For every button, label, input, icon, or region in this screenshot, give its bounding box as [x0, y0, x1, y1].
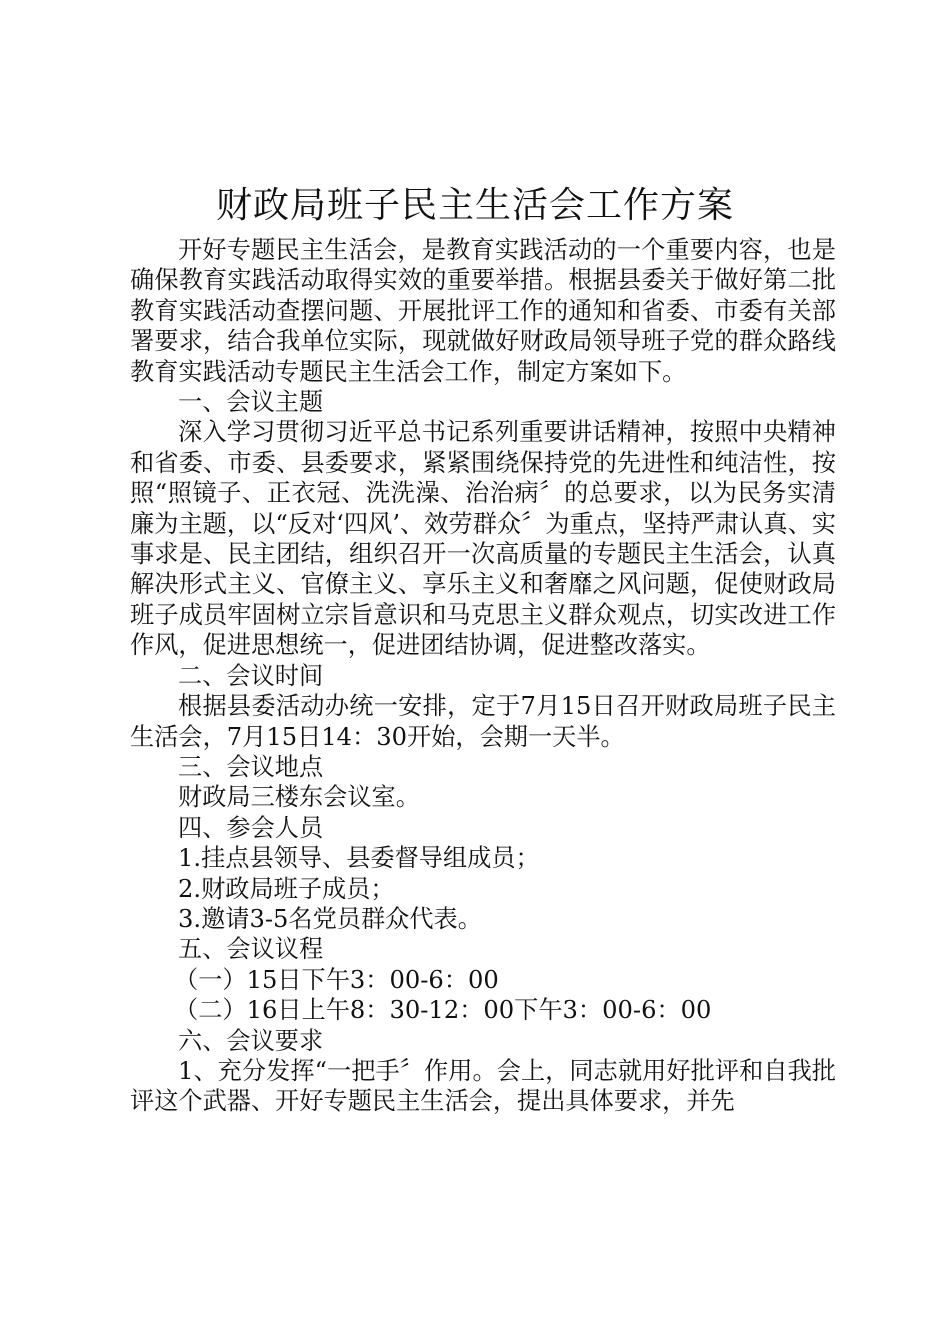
document-body: [130, 235, 836, 1117]
attendee-item-1: 1.挂点县领导、县委督导组成员；: [178, 844, 540, 873]
section-5-heading: 五、会议议程: [178, 935, 324, 964]
attendee-item-3: 3.邀请3-5名党员群众代表。: [178, 904, 482, 933]
section-6-paragraph: 1、充分发挥“一把手〞作用。会上，同志就用好批评和自我批评这个武器、开好专题民主生活会，提出具体要求，并先: [130, 1056, 836, 1116]
section-3-heading: 三、会议地点: [178, 752, 324, 781]
section-3-paragraph: 财政局三楼东会议室。: [178, 783, 420, 812]
section-4-heading: 四、参会人员: [178, 813, 324, 842]
section-1-heading: 一、会议主题: [178, 388, 324, 417]
document-title: 财政局班子民主生活会工作方案: [215, 185, 734, 226]
agenda-item-1: （一）15日下午3：00-6：00: [174, 965, 499, 994]
section-1-paragraph: 深入学习贯彻习近平总书记系列重要讲话精神，按照中央精神和省委、市委、县委要求，紧紧围绕保持党的先进性和纯洁性，按照“照镜子、正衣冠、洗洗澡、治治病〞的总要求，以为民务实清廉为主题，以“反对‘四风’、效劳群众〞为重点，坚持严肃认真、实事求是、民主团结，组织召开一次高质量的专题民主生活会，认真解决形式主义、官僚主义、享乐主义和奢靡之风问题，促使财政局班子成员牢固树立宗旨意识和马克思主义群众观点，切实改进工作作风，促进思想统一，促进团结协调，促进整改落实。: [130, 418, 836, 660]
section-2-heading: 二、会议时间: [178, 661, 324, 690]
attendee-item-2: 2.财政局班子成员；: [178, 874, 395, 903]
intro-paragraph: 开好专题民主生活会，是教育实践活动的一个重要内容，也是确保教育实践活动取得实效的重要举措。根据县委关于做好第二批教育实践活动查摆问题、开展批评工作的通知和省委、市委有关部署要求，结合我单位实际，现就做好财政局领导班子党的群众路线教育实践活动专题民主生活会工作，制定方案如下。: [130, 236, 836, 386]
section-2-paragraph: 根据县委活动办统一安排，定于7月15日召开财政局班子民主生活会，7月15日14：30开始，会期一天半。: [130, 692, 836, 751]
section-6-heading: 六、会议要求: [178, 1026, 324, 1055]
agenda-item-2: （二）16日上午8：30-12：00下午3：00-6：00: [174, 996, 712, 1025]
